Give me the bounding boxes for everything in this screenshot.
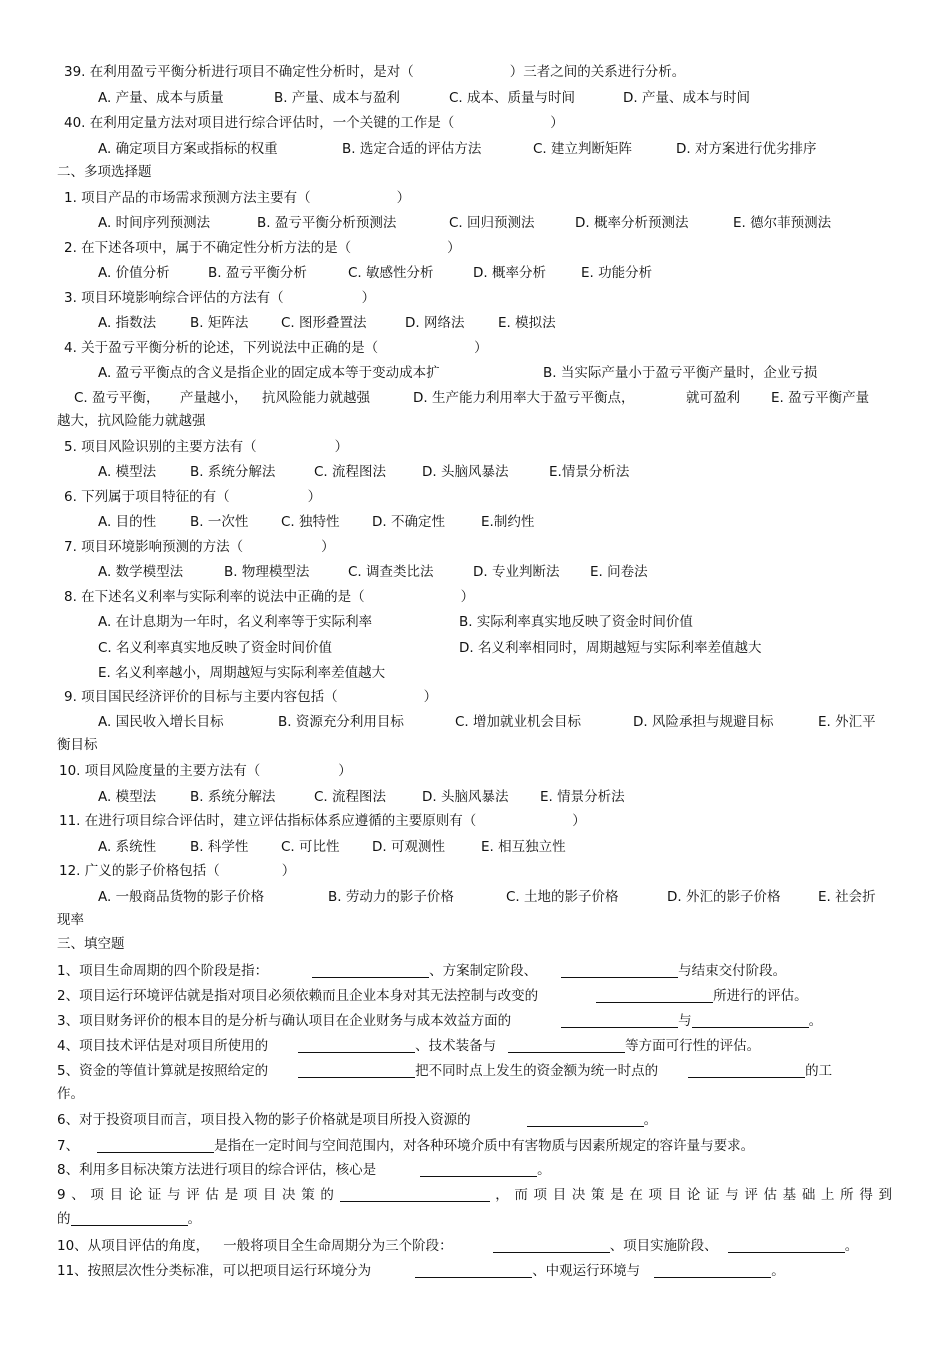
fill-question-8: 8、利用多目标决策方法进行项目的综合评估，核心是 。 — [57, 1162, 551, 1178]
section-2-title: 二、多项选择题 — [57, 164, 152, 180]
answer-blank[interactable] — [728, 1238, 845, 1253]
mc-question-2: 2. 在下述各项中，属于不确定性分析方法的是（ ） — [64, 240, 461, 256]
mc8-option-e: E. 名义利率越小，周期越短与实际利率差值越大 — [98, 665, 386, 681]
mc12-option-a: A. 一般商品货物的影子价格 — [98, 889, 265, 905]
mc8-option-c: C. 名义利率真实地反映了资金时间价值 — [98, 640, 333, 656]
mc9-option-b: B. 资源充分利用目标 — [278, 714, 404, 730]
mc7-option-a: A. 数学模型法 — [98, 564, 184, 580]
mc2-option-e: E. 功能分析 — [581, 265, 653, 281]
mc1-option-a: A. 时间序列预测法 — [98, 215, 211, 231]
mc11-option-c: C. 可比性 — [281, 839, 340, 855]
mc11-option-e: E. 相互独立性 — [481, 839, 566, 855]
mc-question-9: 9. 项目国民经济评价的目标与主要内容包括（ ） — [64, 689, 438, 705]
fill-question-5: 5、资金的等值计算就是按照给定的 把不同时点上发生的资金额为统一时点的 的工 — [57, 1063, 833, 1079]
question-40: 40. 在利用定量方法对项目进行综合评估时，一个关键的工作是（ ） — [64, 115, 564, 131]
fill-question-11: 11、按照层次性分类标准，可以把项目运行环境分为 、中观运行环境与 。 — [57, 1263, 785, 1279]
mc-question-10: 10. 项目风险度量的主要方法有（ ） — [59, 763, 352, 779]
fill-question-7: 7、 是指在一定时间与空间范围内，对各种环境介质中有害物质与因素所规定的容许量与要求。 — [57, 1138, 755, 1154]
answer-blank[interactable] — [527, 1112, 644, 1127]
answer-blank[interactable] — [654, 1263, 771, 1278]
q39-option-a: A. 产量、成本与质量 — [98, 90, 224, 106]
mc4-option-a: A. 盈亏平衡点的含义是指企业的固定成本等于变动成本扩 — [98, 365, 440, 381]
mc5-option-c: C. 流程图法 — [314, 464, 387, 480]
mc10-option-d: D. 头脑风暴法 — [422, 789, 509, 805]
mc8-option-b: B. 实际利率真实地反映了资金时间价值 — [459, 614, 693, 630]
q40-option-b: B. 选定合适的评估方法 — [342, 141, 482, 157]
question-39: 39. 在利用盈亏平衡分析进行项目不确定性分析时，是对（ ）三者之间的关系进行分析。 — [64, 64, 686, 80]
fill-question-5-cont: 作。 — [57, 1086, 84, 1102]
answer-blank[interactable] — [298, 1038, 415, 1053]
mc4-option-d-1: D. 生产能力利用率大于盈亏平衡点， — [413, 390, 635, 406]
mc11-option-a: A. 系统性 — [98, 839, 157, 855]
mc11-option-b: B. 科学性 — [190, 839, 249, 855]
fill-question-4: 4、项目技术评估是对项目所使用的 、技术装备与 等方面可行性的评估。 — [57, 1038, 761, 1054]
answer-blank[interactable] — [415, 1263, 532, 1278]
q40-option-d: D. 对方案进行优劣排序 — [676, 141, 817, 157]
mc1-option-e: E. 德尔菲预测法 — [733, 215, 832, 231]
mc12-option-b: B. 劳动力的影子价格 — [328, 889, 454, 905]
mc8-option-a: A. 在计息期为一年时，名义利率等于实际利率 — [98, 614, 373, 630]
mc3-option-e: E. 模拟法 — [498, 315, 556, 331]
answer-blank[interactable] — [596, 988, 713, 1003]
mc6-option-c: C. 独特性 — [281, 514, 340, 530]
q39-option-c: C. 成本、质量与时间 — [449, 90, 576, 106]
mc10-option-e: E. 情景分析法 — [540, 789, 625, 805]
mc5-option-b: B. 系统分解法 — [190, 464, 276, 480]
q40-option-c: C. 建立判断矩阵 — [533, 141, 633, 157]
mc7-option-e: E. 问卷法 — [590, 564, 648, 580]
mc9-option-c: C. 增加就业机会目标 — [455, 714, 582, 730]
mc6-option-d: D. 不确定性 — [372, 514, 445, 530]
fill-question-6: 6、对于投资项目而言，项目投入物的影子价格就是项目所投入资源的 。 — [57, 1112, 658, 1128]
mc10-option-a: A. 模型法 — [98, 789, 157, 805]
mc10-option-c: C. 流程图法 — [314, 789, 387, 805]
mc5-option-d: D. 头脑风暴法 — [422, 464, 509, 480]
q40-option-a: A. 确定项目方案或指标的权重 — [98, 141, 278, 157]
answer-blank[interactable] — [561, 1013, 678, 1028]
mc12-option-e-cont: 现率 — [57, 912, 84, 928]
answer-blank[interactable] — [561, 963, 678, 978]
mc1-option-c: C. 回归预测法 — [449, 215, 535, 231]
answer-blank[interactable] — [71, 1211, 188, 1226]
mc10-option-b: B. 系统分解法 — [190, 789, 276, 805]
mc3-option-a: A. 指数法 — [98, 315, 157, 331]
fill-question-9-cont: 的 。 — [57, 1211, 201, 1227]
answer-blank[interactable] — [340, 1187, 490, 1202]
mc12-option-d: D. 外汇的影子价格 — [667, 889, 781, 905]
mc4-option-c-3: 抗风险能力就越强 — [262, 390, 370, 406]
mc2-option-c: C. 敏感性分析 — [348, 265, 434, 281]
mc-question-6: 6. 下列属于项目特征的有（ ） — [64, 489, 322, 505]
mc2-option-d: D. 概率分析 — [473, 265, 546, 281]
section-3-title: 三、填空题 — [57, 936, 125, 952]
mc6-option-e: E.制约性 — [481, 514, 535, 530]
mc1-option-b: B. 盈亏平衡分析预测法 — [257, 215, 397, 231]
mc1-option-d: D. 概率分析预测法 — [575, 215, 689, 231]
answer-blank[interactable] — [692, 1013, 809, 1028]
mc3-option-b: B. 矩阵法 — [190, 315, 249, 331]
mc9-option-a: A. 国民收入增长目标 — [98, 714, 224, 730]
q39-option-b: B. 产量、成本与盈利 — [274, 90, 400, 106]
answer-blank[interactable] — [508, 1038, 625, 1053]
answer-blank[interactable] — [298, 1063, 415, 1078]
mc9-option-d: D. 风险承担与规避目标 — [633, 714, 774, 730]
mc7-option-b: B. 物理模型法 — [224, 564, 310, 580]
mc-question-7: 7. 项目环境影响预测的方法（ ） — [64, 539, 335, 555]
fill-question-10: 10、从项目评估的角度， 一般将项目全生命周期分为三个阶段： 、项目实施阶段、 。 — [57, 1238, 859, 1254]
mc-question-3: 3. 项目环境影响综合评估的方法有（ ） — [64, 290, 376, 306]
mc3-option-c: C. 图形叠置法 — [281, 315, 367, 331]
mc7-option-d: D. 专业判断法 — [473, 564, 560, 580]
mc2-option-b: B. 盈亏平衡分析 — [208, 265, 307, 281]
mc6-option-b: B. 一次性 — [190, 514, 249, 530]
mc3-option-d: D. 网络法 — [405, 315, 465, 331]
mc-question-12: 12. 广义的影子价格包括（ ） — [59, 863, 296, 879]
mc-question-5: 5. 项目风险识别的主要方法有（ ） — [64, 439, 349, 455]
mc9-option-e: E. 外汇平 — [818, 714, 876, 730]
answer-blank[interactable] — [493, 1238, 610, 1253]
mc-question-1: 1. 项目产品的市场需求预测方法主要有（ ） — [64, 190, 411, 206]
mc6-option-a: A. 目的性 — [98, 514, 157, 530]
mc4-option-e-cont: 越大，抗风险能力就越强 — [57, 413, 206, 429]
mc4-option-c-2: 产量越小， — [180, 390, 248, 406]
mc4-option-c-1: C. 盈亏平衡， — [74, 390, 160, 406]
mc4-option-b: B. 当实际产量小于盈亏平衡产量时，企业亏损 — [543, 365, 818, 381]
q39-option-d: D. 产量、成本与时间 — [623, 90, 750, 106]
mc5-option-e: E.情景分析法 — [549, 464, 630, 480]
mc12-option-e: E. 社会折 — [818, 889, 876, 905]
mc9-option-e-cont: 衡目标 — [57, 737, 98, 753]
answer-blank[interactable] — [97, 1138, 214, 1153]
mc7-option-c: C. 调查类比法 — [348, 564, 434, 580]
mc-question-8: 8. 在下述名义利率与实际利率的说法中正确的是（ ） — [64, 589, 475, 605]
mc11-option-d: D. 可观测性 — [372, 839, 445, 855]
mc12-option-c: C. 土地的影子价格 — [506, 889, 619, 905]
mc4-option-e: E. 盈亏平衡产量 — [771, 390, 870, 406]
mc-question-11: 11. 在进行项目综合评估时，建立评估指标体系应遵循的主要原则有（ ） — [59, 813, 586, 829]
mc8-option-d: D. 名义利率相同时，周期越短与实际利率差值越大 — [459, 640, 762, 656]
mc4-option-d-2: 就可盈利 — [686, 390, 740, 406]
fill-question-1: 1、项目生命周期的四个阶段是指： 、方案制定阶段、 与结束交付阶段。 — [57, 963, 787, 979]
fill-question-3: 3、项目财务评价的根本目的是分析与确认项目在企业财务与成本效益方面的 与 。 — [57, 1013, 823, 1029]
fill-question-2: 2、项目运行环境评估就是指对项目必须依赖而且企业本身对其无法控制与改变的 所进行的评估。 — [57, 988, 808, 1004]
mc5-option-a: A. 模型法 — [98, 464, 157, 480]
mc-question-4: 4. 关于盈亏平衡分析的论述，下列说法中正确的是（ ） — [64, 340, 488, 356]
answer-blank[interactable] — [688, 1063, 805, 1078]
answer-blank[interactable] — [312, 963, 429, 978]
fill-question-9: 9、项目论证与评估是项目决策的 ，而项目决策是在项目论证与评估基础上所得到 — [57, 1187, 893, 1203]
mc2-option-a: A. 价值分析 — [98, 265, 170, 281]
answer-blank[interactable] — [420, 1162, 537, 1177]
